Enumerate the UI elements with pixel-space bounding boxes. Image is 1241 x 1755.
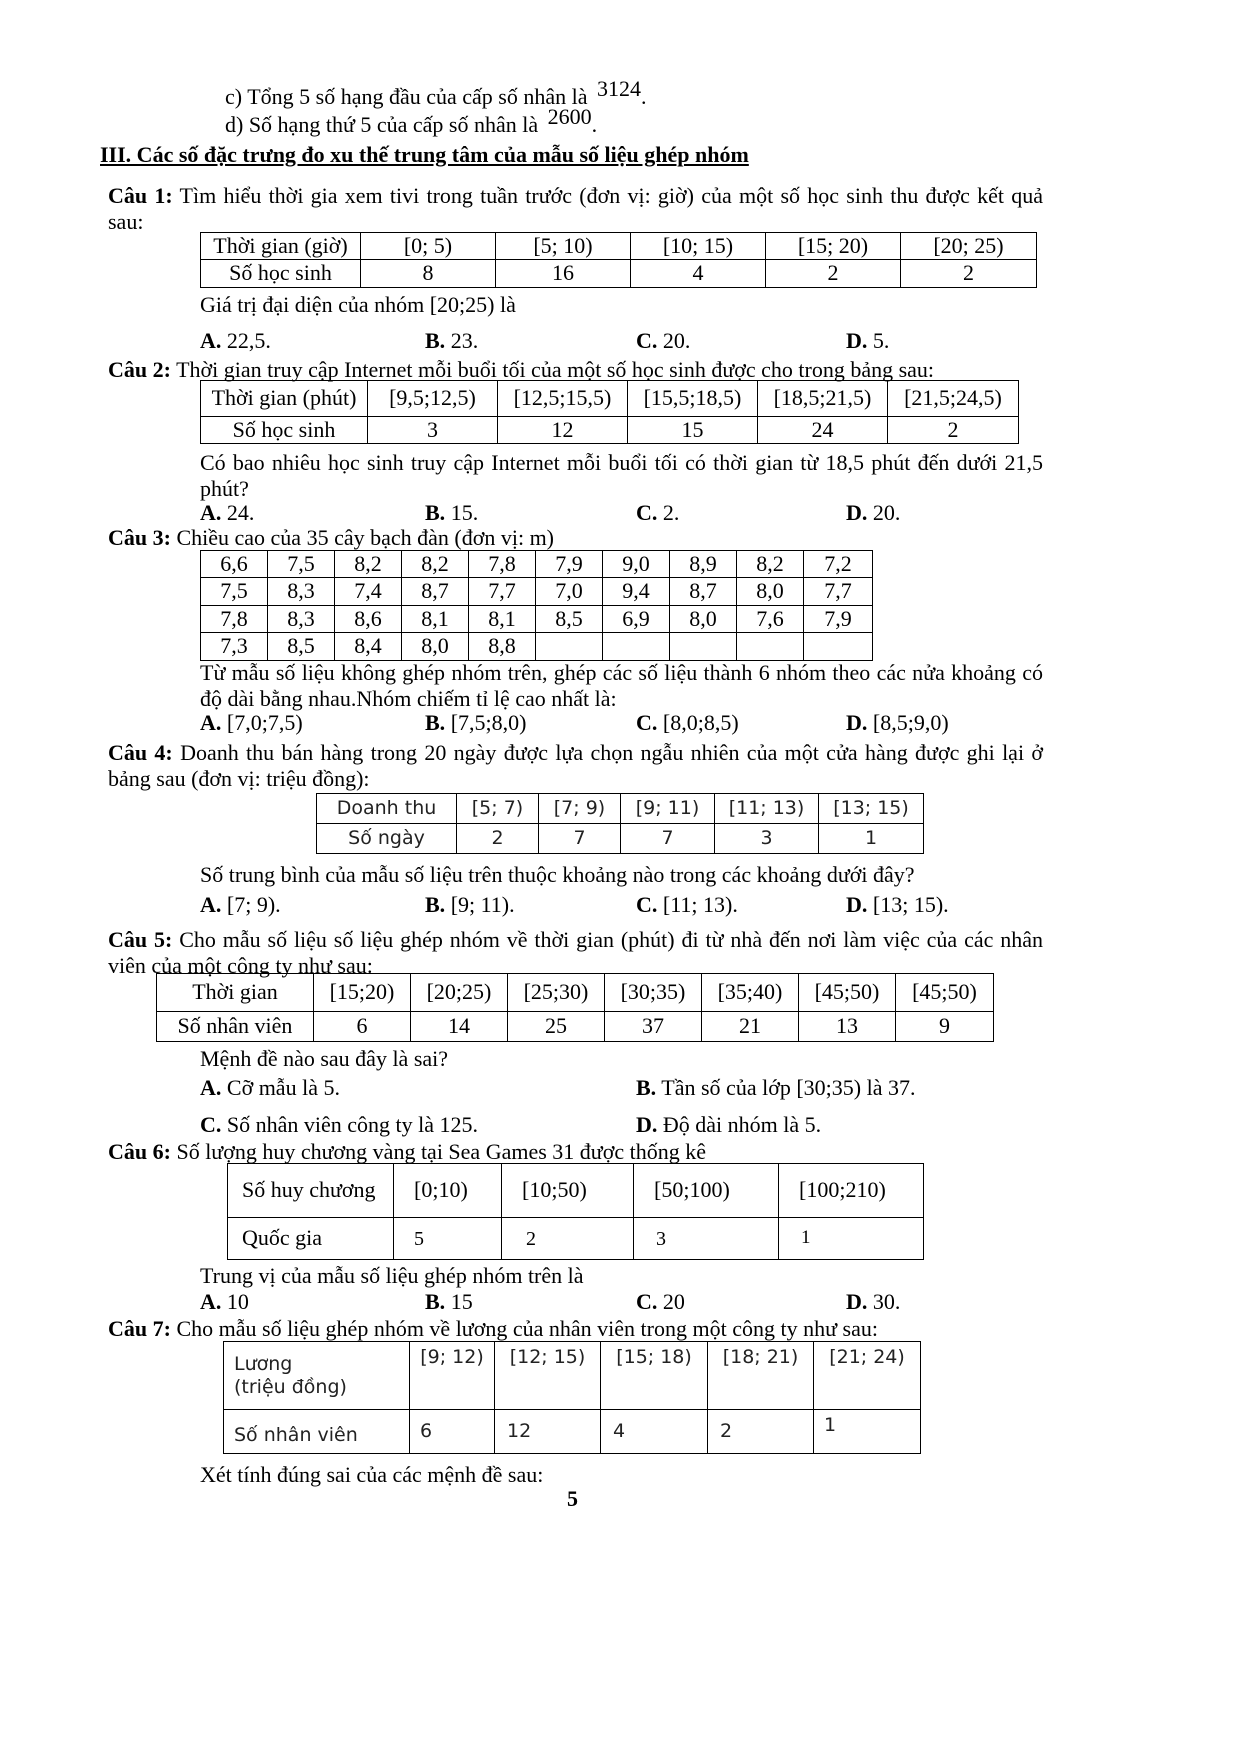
- q4-r1: 2: [457, 824, 539, 854]
- q5-r2: 14: [411, 1012, 508, 1042]
- q2-h1: [9,5;12,5): [368, 381, 498, 417]
- q7-prompt: Xét tính đúng sai của các mệnh đề sau:: [200, 1462, 544, 1487]
- q2-r3: 15: [628, 417, 758, 444]
- q3-cell: 7,6: [737, 605, 804, 632]
- q3-cell: 8,2: [402, 551, 469, 578]
- q7-r2: 12: [495, 1410, 601, 1454]
- q3-cell: 8,0: [670, 605, 737, 632]
- q5-r0: Số nhân viên: [157, 1012, 314, 1042]
- q3-stem: [108, 525, 554, 551]
- q3-label: Câu 3:: [108, 525, 171, 550]
- q4-r2: 7: [539, 824, 621, 854]
- q3-cell: 7,8: [201, 605, 268, 632]
- q3-cell: 8,7: [670, 578, 737, 605]
- q3-cell: 8,5: [268, 633, 335, 660]
- q6-h1: [0;10): [394, 1164, 502, 1218]
- q1-h5: [20; 25): [901, 233, 1037, 260]
- q6-prompt: Trung vị của mẫu số liệu ghép nhóm trên là: [200, 1263, 584, 1288]
- q6-r4: 1: [779, 1218, 924, 1260]
- q5-option-b: B. Tần số của lớp [30;35) là 37.: [636, 1075, 916, 1100]
- q3-cell: 7,8: [469, 551, 536, 578]
- q4-r0: Số ngày: [317, 824, 457, 854]
- q5-h1: [15;20): [314, 974, 411, 1012]
- q2-prompt: Có bao nhiêu học sinh truy cập Internet mỗi buổi tối có thời gian từ 18,5 phút đến dưới 21,5 phút?: [200, 450, 1043, 502]
- q5-text: Cho mẫu số liệu số liệu ghép nhóm về thời gian (phút) đi từ nhà đến nơi làm việc của các nhân viên của một công ty như sau:: [108, 927, 1044, 979]
- q4-h4: [11; 13): [715, 794, 819, 824]
- section-title: III. Các số đặc trưng đo xu thế trung tâm của mẫu số liệu ghép nhóm: [100, 142, 749, 167]
- q4-label: Câu 4:: [108, 740, 173, 765]
- q5-r1: 6: [314, 1012, 411, 1042]
- q5-label: Câu 5:: [108, 927, 173, 952]
- q3-cell: 8,1: [402, 605, 469, 632]
- page-number: 5: [567, 1486, 578, 1511]
- q4-option-a: A. [7; 9).: [200, 892, 281, 917]
- q5-table: [156, 973, 994, 1042]
- q3-cell: 7,4: [335, 578, 402, 605]
- q3-cell: 8,2: [335, 551, 402, 578]
- item-d: d) Số hạng thứ 5 của cấp số nhân là 2600.: [225, 104, 598, 137]
- q3-cell: [670, 633, 737, 660]
- q7-r1: 6: [410, 1410, 495, 1454]
- q6-option-d: D. 30.: [846, 1289, 901, 1314]
- q3-cell: [737, 633, 804, 660]
- q4-h3: [9; 11): [621, 794, 715, 824]
- q3-cell: 7,7: [804, 578, 873, 605]
- q2-r5: 2: [888, 417, 1019, 444]
- q5-prompt: Mệnh đề nào sau đây là sai?: [200, 1046, 449, 1071]
- q2-h2: [12,5;15,5): [498, 381, 628, 417]
- q1-text: Tìm hiểu thời gia xem tivi trong tuần trước (đơn vị: giờ) của một số học sinh thu được kết quả sau:: [108, 183, 1044, 235]
- q7-header-label: Lương (triệu đồng): [224, 1342, 410, 1410]
- q6-r1: 5: [394, 1218, 502, 1260]
- q2-table: [200, 380, 1019, 444]
- q4-option-d: D. [13; 15).: [846, 892, 949, 917]
- q5-h7: [45;50): [896, 974, 994, 1012]
- q5-r5: 21: [702, 1012, 799, 1042]
- q1-r4: 2: [766, 260, 901, 287]
- q1-r0: Số học sinh: [201, 260, 361, 287]
- q3-cell: 9,4: [603, 578, 670, 605]
- q1-r1: 8: [361, 260, 496, 287]
- q5-h5: [35;40): [702, 974, 799, 1012]
- q7-h4: [18; 21): [708, 1342, 814, 1410]
- q3-cell: 8,1: [469, 605, 536, 632]
- q5-r4: 37: [605, 1012, 702, 1042]
- q5-option-a: A. Cỡ mẫu là 5.: [200, 1075, 340, 1100]
- q3-cell: 7,2: [804, 551, 873, 578]
- q5-r3: 25: [508, 1012, 605, 1042]
- q4-r3: 7: [621, 824, 715, 854]
- q3-prompt: Từ mẫu số liệu không ghép nhóm trên, ghép các số liệu thành 6 nhóm theo các nửa khoảng có độ dài bằng nhau.Nhóm chiếm tỉ lệ cao nhất là:: [200, 660, 1043, 712]
- q4-h5: [13; 15): [819, 794, 924, 824]
- q3-row: [201, 578, 873, 605]
- q7-h2: [12; 15): [495, 1342, 601, 1410]
- q3-cell: 7,5: [201, 578, 268, 605]
- q5-stem: [108, 927, 1043, 980]
- item-c: c) Tổng 5 số hạng đầu của cấp số nhân là 3124.: [225, 76, 647, 109]
- q3-cell: 7,9: [804, 605, 873, 632]
- q5-option-d: D. Độ dài nhóm là 5.: [636, 1112, 822, 1137]
- q3-option-b: B. [7,5;8,0): [425, 710, 527, 735]
- q6-label: Câu 6:: [108, 1139, 171, 1164]
- q2-option-d: D. 20.: [846, 500, 901, 525]
- q3-cell: 6,9: [603, 605, 670, 632]
- q7-r5: 1: [814, 1410, 921, 1454]
- q3-cell: 8,6: [335, 605, 402, 632]
- q1-option-d: D. 5.: [846, 328, 890, 353]
- q6-option-c: C. 20: [636, 1289, 685, 1314]
- q6-table: [227, 1163, 924, 1260]
- q6-text: Số lượng huy chương vàng tại Sea Games 31 được thống kê: [176, 1139, 706, 1164]
- q3-option-a: A. [7,0;7,5): [200, 710, 303, 735]
- q5-r6: 13: [799, 1012, 896, 1042]
- q3-option-d: D. [8,5;9,0): [846, 710, 949, 735]
- q5-h0: Thời gian: [157, 974, 314, 1012]
- q1-h0: Thời gian (giờ): [201, 233, 361, 260]
- q3-cell: 7,3: [201, 633, 268, 660]
- q3-text: Chiều cao của 35 cây bạch đàn (đơn vị: m): [176, 525, 555, 550]
- q3-cell: 9,0: [603, 551, 670, 578]
- q2-r2: 12: [498, 417, 628, 444]
- q2-h4: [18,5;21,5): [758, 381, 888, 417]
- q3-cell: 8,4: [335, 633, 402, 660]
- q3-cell: 8,9: [670, 551, 737, 578]
- q1-h4: [15; 20): [766, 233, 901, 260]
- q4-option-b: B. [9; 11).: [425, 892, 515, 917]
- q4-h1: [5; 7): [457, 794, 539, 824]
- q5-h3: [25;30): [508, 974, 605, 1012]
- q3-cell: 8,5: [536, 605, 603, 632]
- q1-option-b: B. 23.: [425, 328, 479, 353]
- q3-table: [200, 550, 873, 661]
- q4-h2: [7; 9): [539, 794, 621, 824]
- q6-r2: 2: [502, 1218, 634, 1260]
- q4-prompt: Số trung bình của mẫu số liệu trên thuộc khoảng nào trong các khoảng dưới đây?: [200, 862, 915, 887]
- q3-cell: [536, 633, 603, 660]
- q3-cell: 8,3: [268, 578, 335, 605]
- q1-label: Câu 1:: [108, 183, 173, 208]
- q3-cell: 8,2: [737, 551, 804, 578]
- q7-r0: Số nhân viên: [224, 1410, 410, 1454]
- q1-r3: 4: [631, 260, 766, 287]
- q6-stem: [108, 1139, 706, 1165]
- q7-table: [223, 1341, 921, 1454]
- q6-option-a: A. 10: [200, 1289, 249, 1314]
- q6-r0: Quốc gia: [228, 1218, 394, 1260]
- q7-h5: [21; 24): [814, 1342, 921, 1410]
- q7-label: Câu 7:: [108, 1316, 171, 1341]
- q5-option-c: C. Số nhân viên công ty là 125.: [200, 1112, 479, 1137]
- q1-r2: 16: [496, 260, 631, 287]
- q2-option-a: A. 24.: [200, 500, 255, 525]
- q4-h0: Doanh thu: [317, 794, 457, 824]
- q1-h2: [5; 10): [496, 233, 631, 260]
- q3-cell: [804, 633, 873, 660]
- q1-r5: 2: [901, 260, 1037, 287]
- q7-stem: [108, 1316, 878, 1342]
- q1-table: [200, 232, 1037, 288]
- q7-text: Cho mẫu số liệu ghép nhóm về lương của nhân viên trong một công ty như sau:: [176, 1316, 878, 1341]
- q6-h3: [50;100): [634, 1164, 779, 1218]
- q5-h4: [30;35): [605, 974, 702, 1012]
- q1-option-a: A. 22,5.: [200, 328, 271, 353]
- q4-r4: 3: [715, 824, 819, 854]
- q1-h1: [0; 5): [361, 233, 496, 260]
- q7-h3: [15; 18): [601, 1342, 708, 1410]
- q2-r0: Số học sinh: [201, 417, 368, 444]
- q5-h2: [20;25): [411, 974, 508, 1012]
- q1-prompt: Giá trị đại diện của nhóm [20;25) là: [200, 292, 516, 317]
- q3-cell: 7,9: [536, 551, 603, 578]
- q2-r1: 3: [368, 417, 498, 444]
- q2-h3: [15,5;18,5): [628, 381, 758, 417]
- q3-row: [201, 551, 873, 578]
- q2-label: Câu 2:: [108, 357, 171, 382]
- q1-option-c: C. 20.: [636, 328, 691, 353]
- q4-option-c: C. [11; 13).: [636, 892, 738, 917]
- q6-h2: [10;50): [502, 1164, 634, 1218]
- q3-cell: 8,0: [737, 578, 804, 605]
- q3-cell: 8,7: [402, 578, 469, 605]
- q5-r7: 9: [896, 1012, 994, 1042]
- q7-h1: [9; 12): [410, 1342, 495, 1410]
- q3-cell: [603, 633, 670, 660]
- item-c-value: 3124: [596, 76, 641, 101]
- q3-row: [201, 605, 873, 632]
- q2-text: Thời gian truy cập Internet mỗi buổi tối của một số học sinh được cho trong bảng sau:: [176, 357, 935, 382]
- q6-h4: [100;210): [779, 1164, 924, 1218]
- q3-cell: 8,3: [268, 605, 335, 632]
- q3-cell: 8,8: [469, 633, 536, 660]
- q1-stem: [108, 183, 1043, 236]
- q6-option-b: B. 15: [425, 1289, 473, 1314]
- q2-option-c: C. 2.: [636, 500, 680, 525]
- q4-text: Doanh thu bán hàng trong 20 ngày được lựa chọn ngẫu nhiên của một cửa hàng được ghi lại ở bảng sau (đơn vị: triệu đồng):: [108, 740, 1044, 792]
- q3-cell: 7,7: [469, 578, 536, 605]
- q3-option-c: C. [8,0;8,5): [636, 710, 739, 735]
- q2-h5: [21,5;24,5): [888, 381, 1019, 417]
- q3-row: [201, 633, 873, 660]
- item-d-value: 2600: [547, 104, 592, 129]
- q3-cell: 6,6: [201, 551, 268, 578]
- q4-table: [316, 793, 924, 854]
- q2-r4: 24: [758, 417, 888, 444]
- q6-r3: 3: [634, 1218, 779, 1260]
- q2-h0: Thời gian (phút): [201, 381, 368, 417]
- q3-cell: 7,0: [536, 578, 603, 605]
- q4-r5: 1: [819, 824, 924, 854]
- q7-r3: 4: [601, 1410, 708, 1454]
- q7-r4: 2: [708, 1410, 814, 1454]
- q3-cell: 7,5: [268, 551, 335, 578]
- q5-h6: [45;50): [799, 974, 896, 1012]
- q4-stem: [108, 740, 1043, 793]
- q1-h3: [10; 15): [631, 233, 766, 260]
- q3-cell: 8,0: [402, 633, 469, 660]
- q2-option-b: B. 15.: [425, 500, 479, 525]
- q6-h0: Số huy chương: [228, 1164, 394, 1218]
